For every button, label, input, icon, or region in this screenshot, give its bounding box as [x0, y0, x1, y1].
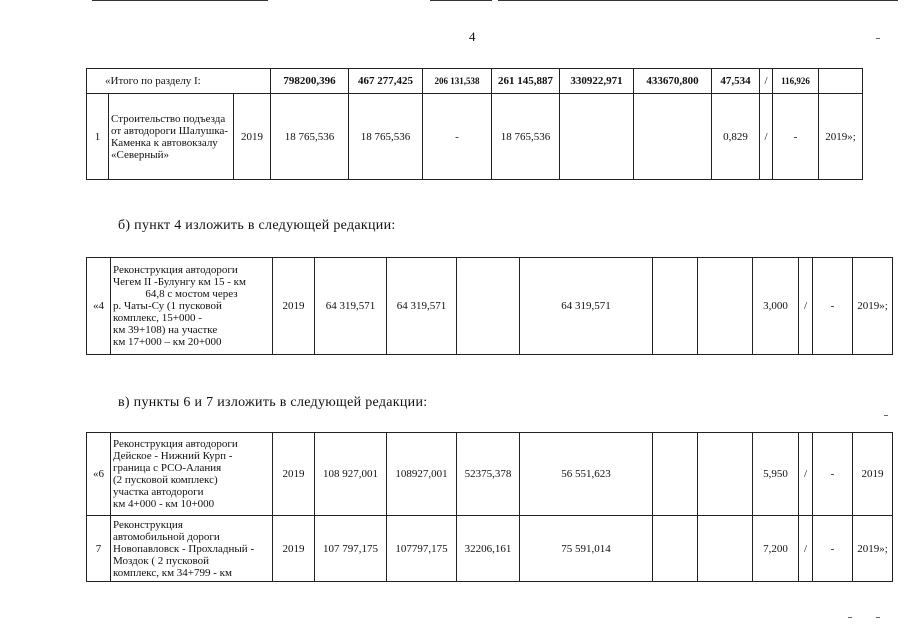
table-row: [87, 94, 863, 180]
cell: 18 765,536: [271, 94, 349, 180]
cell: 116,926: [773, 69, 819, 94]
cell: 64 319,571: [520, 258, 653, 355]
cell: 798200,396: [271, 69, 349, 94]
name-line: р. Чаты-Су (1 пусковой: [113, 300, 222, 312]
name-line: участка автодороги: [113, 486, 204, 498]
name-line: км 39+108) на участке: [113, 324, 218, 336]
cell: 75 591,014: [520, 516, 653, 582]
cell: 2019: [234, 94, 271, 180]
page-number: 4: [469, 29, 476, 44]
total-label: «Итого по разделу I:: [87, 69, 271, 94]
cell: /: [799, 433, 813, 516]
name-line: автомобильной дороги: [113, 530, 220, 543]
name-line: Чегем II -Булунгу км 15 - км: [113, 276, 246, 288]
heading-item-v: в) пункты 6 и 7 изложить в следующей редакции:: [118, 395, 428, 410]
cell: 261 145,887: [492, 69, 560, 94]
cell: 56 551,623: [520, 433, 653, 516]
row-number: «4: [87, 258, 111, 355]
cell: 433670,800: [634, 69, 712, 94]
table-row: [87, 433, 893, 516]
cell: /: [799, 258, 813, 355]
top-rule-middle: [430, 0, 492, 1]
name-line: комплекс, км 34+799 - км: [113, 566, 232, 579]
cell: -: [813, 258, 853, 355]
name-line: Моздок ( 2 пусковой: [113, 554, 210, 567]
cell: 32206,161: [457, 516, 520, 582]
scan-speck: [884, 415, 888, 416]
scan-speck: [876, 38, 880, 39]
scan-speck: [876, 617, 880, 618]
cell: 108927,001: [387, 433, 457, 516]
cell: [653, 516, 698, 582]
cell: 2019»;: [853, 516, 893, 582]
name-line: Реконструкция: [113, 518, 183, 531]
cell: 0,829: [712, 94, 760, 180]
cell: 64 319,571: [387, 258, 457, 355]
name-line: (2 пусковой комплекс): [113, 474, 218, 486]
name-line: Новопавловск - Прохладный -: [113, 542, 255, 555]
cell: -: [773, 94, 819, 180]
top-rule-left: [92, 0, 268, 1]
table-items-6-7: [86, 432, 893, 582]
cell: 2019: [273, 258, 315, 355]
cell: [653, 258, 698, 355]
cell: 47,534: [712, 69, 760, 94]
object-name: [111, 516, 273, 582]
cell: -: [813, 433, 853, 516]
table-row: [87, 516, 893, 582]
name-line: Дейское - Нижний Курп -: [113, 450, 233, 462]
table-item-4: [86, 257, 893, 355]
top-rule-right: [498, 0, 898, 1]
name-line: 64,8 с мостом через: [145, 288, 238, 300]
name-line: Реконструкция автодороги: [113, 264, 238, 276]
cell: [698, 433, 753, 516]
cell: 107797,175: [387, 516, 457, 582]
cell: /: [760, 69, 773, 94]
name-line: км 17+000 – км 20+000: [113, 336, 222, 348]
cell: 64 319,571: [315, 258, 387, 355]
heading-item-b: б) пункт 4 изложить в следующей редакции:: [118, 218, 396, 233]
name-line: Реконструкция автодороги: [113, 438, 238, 450]
table-row: [87, 258, 893, 355]
row-number: 1: [87, 94, 109, 180]
name-line: км 4+000 - км 10+000: [113, 498, 215, 510]
cell: [457, 258, 520, 355]
cell: 206 131,538: [423, 69, 492, 94]
cell: 330922,971: [560, 69, 634, 94]
object-name: Строительство подъезда от автодороги Шалушка-Каменка к автовокзалу «Северный»: [109, 94, 234, 180]
cell: [634, 94, 712, 180]
name-line: граница с РСО-Алания: [113, 462, 222, 474]
cell: 2019: [273, 516, 315, 582]
object-name: [111, 433, 273, 516]
cell: [698, 258, 753, 355]
row-number: «6: [87, 433, 111, 516]
cell: 52375,378: [457, 433, 520, 516]
cell: -: [423, 94, 492, 180]
cell: [653, 433, 698, 516]
cell: 108 927,001: [315, 433, 387, 516]
table-section-total: [86, 68, 863, 180]
cell: 18 765,536: [492, 94, 560, 180]
cell: 18 765,536: [349, 94, 423, 180]
cell: 467 277,425: [349, 69, 423, 94]
cell: 107 797,175: [315, 516, 387, 582]
cell: /: [799, 516, 813, 582]
row-number: 7: [87, 516, 111, 582]
cell: 2019: [853, 433, 893, 516]
cell: [560, 94, 634, 180]
cell: /: [760, 94, 773, 180]
cell: [698, 516, 753, 582]
cell: 2019»;: [819, 94, 863, 180]
cell: 7,200: [753, 516, 799, 582]
cell: [819, 69, 863, 94]
cell: 2019»;: [853, 258, 893, 355]
cell: 5,950: [753, 433, 799, 516]
object-name: [111, 258, 273, 355]
cell: 3,000: [753, 258, 799, 355]
cell: -: [813, 516, 853, 582]
name-line: комплекс, 15+000 -: [113, 312, 202, 324]
cell: 2019: [273, 433, 315, 516]
scan-speck: [848, 617, 852, 618]
table-row-total: [87, 69, 863, 94]
